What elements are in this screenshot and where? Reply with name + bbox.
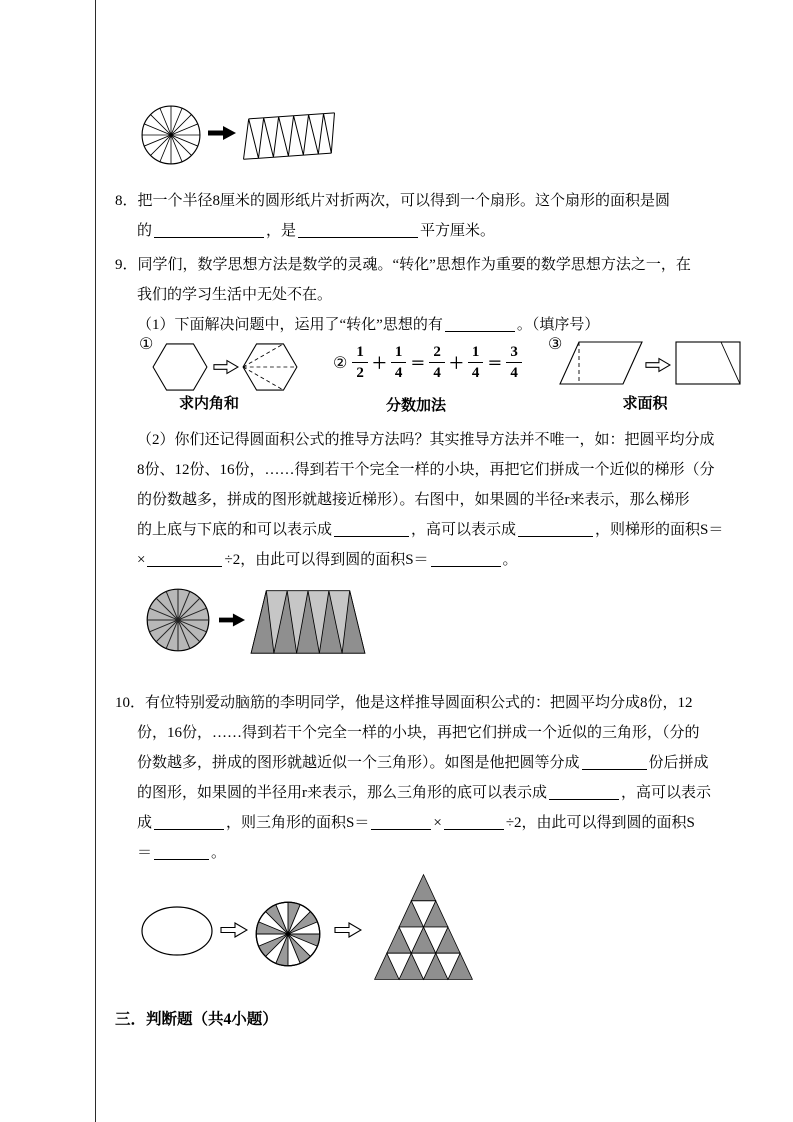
q8-text: 平方厘米。 bbox=[420, 223, 496, 239]
q9-part2-line5 bbox=[137, 545, 518, 575]
gray-circle-16-sectors-icon bbox=[145, 587, 211, 653]
circle-16-sectors-icon bbox=[140, 104, 202, 166]
arrow-shape bbox=[335, 923, 361, 937]
q10-text: 。 bbox=[211, 845, 227, 861]
answer-blank bbox=[549, 783, 619, 800]
fraction bbox=[506, 344, 522, 381]
ellipse-icon bbox=[140, 905, 214, 957]
arrow-shape bbox=[221, 923, 247, 937]
zigzag-strip bbox=[241, 113, 338, 159]
answer-blank bbox=[518, 520, 593, 537]
arrow-shape bbox=[208, 126, 236, 140]
arrow-right-icon bbox=[208, 126, 236, 140]
q10-line3 bbox=[137, 748, 709, 778]
q10-text: 的图形，如果圆的半径用r来表示，那么三角形的底可以表示成 bbox=[137, 785, 547, 801]
q9-text: ÷2，由此可以得到圆的面积S＝ bbox=[224, 552, 429, 568]
q9-part2-line1 bbox=[137, 425, 715, 455]
equals-operator: ＝ bbox=[487, 356, 503, 372]
arrow-right-icon bbox=[219, 613, 245, 627]
hollow-arrow-right-icon bbox=[334, 922, 362, 938]
q10-line2 bbox=[137, 718, 700, 748]
q9-part1-figures bbox=[135, 332, 755, 416]
plus-operator: ＋ bbox=[371, 356, 387, 372]
q10-text: 份后拼成 bbox=[648, 755, 709, 771]
answer-blank bbox=[154, 843, 209, 860]
q8-line1 bbox=[115, 186, 670, 216]
answer-blank bbox=[154, 813, 224, 830]
alternating-sector-circle-icon bbox=[254, 900, 322, 968]
answer-blank bbox=[371, 813, 431, 830]
answer-blank bbox=[431, 550, 501, 567]
numerator: 1 bbox=[391, 344, 407, 363]
hollow-arrow-right-icon bbox=[213, 359, 239, 375]
denominator: 4 bbox=[394, 365, 403, 381]
equals-operator: ＝ bbox=[410, 356, 426, 372]
spoke-lines bbox=[142, 106, 200, 164]
answer-blank bbox=[445, 315, 515, 332]
q8-text: 的 bbox=[137, 223, 153, 239]
cut-line bbox=[721, 342, 740, 384]
numerator: 1 bbox=[352, 344, 368, 363]
q9-part2-line3 bbox=[137, 485, 690, 515]
q10-line1 bbox=[115, 688, 693, 718]
numerator: 3 bbox=[506, 344, 522, 363]
figure2-caption: 分数加法 bbox=[385, 398, 446, 414]
q9-text: 。 bbox=[502, 552, 518, 568]
answer-blank bbox=[147, 550, 222, 567]
answer-blank bbox=[582, 753, 647, 770]
numerator: 1 bbox=[468, 344, 484, 363]
figure3-number: ③ bbox=[548, 336, 563, 353]
q9-text: ，高可以表示成 bbox=[411, 522, 517, 538]
q8-text: 把一个半径8厘米的圆形纸片对折两次，可以得到一个扇形。这个扇形的面积是圆 bbox=[137, 193, 671, 209]
q10-text: 份，16份，……得到若干个完全一样的小块，再把它们拼成一个近似的三角形，（分的 bbox=[137, 725, 700, 741]
denominator: 4 bbox=[510, 365, 518, 381]
q9-text: × bbox=[137, 552, 146, 568]
fraction-equation bbox=[333, 344, 524, 381]
parallelogram-outline bbox=[560, 342, 642, 384]
answer-blank bbox=[298, 221, 418, 238]
answer-blank bbox=[444, 813, 504, 830]
q9-text: 8份、12份、16份，……得到若干个完全一样的小块，再把它们拼成一个近似的梯形（分 bbox=[137, 462, 715, 478]
figure1-caption: 求内角和 bbox=[178, 396, 239, 412]
hexagon-outline bbox=[153, 344, 207, 390]
q9-number: 9． bbox=[115, 257, 138, 273]
q10-text: 份数越多，拼成的图形就越近似一个三角形）。如图是他把圆等分成 bbox=[137, 755, 580, 771]
q9-text: 同学们，数学思想方法是数学的灵魂。“转化”思想作为重要的数学思想方法之一，在 bbox=[137, 257, 691, 273]
page-margin-line bbox=[95, 0, 96, 1122]
hollow-arrow-right-icon bbox=[645, 357, 671, 373]
section3-heading: 三．判断题（共4小题） bbox=[115, 1011, 278, 1028]
triangle-pyramid-icon bbox=[371, 872, 476, 982]
answer-blank bbox=[154, 221, 264, 238]
q10-text: 有位特别爱动脑筋的李明同学，他是这样推导圆面积公式的：把圆平均分成8份，12 bbox=[145, 695, 693, 711]
spoke-lines bbox=[147, 589, 209, 651]
q8-text: ，是 bbox=[266, 223, 297, 239]
q9-intro-line2 bbox=[137, 280, 332, 310]
q9-intro-line1 bbox=[115, 250, 691, 280]
q10-line6 bbox=[137, 838, 226, 868]
q9-part2-line2 bbox=[137, 455, 715, 485]
q10-text: ÷2，由此可以得到圆的面积S bbox=[505, 815, 695, 831]
q8-number: 8． bbox=[115, 193, 138, 209]
q10-text: ＝ bbox=[137, 845, 153, 861]
fraction bbox=[352, 344, 368, 381]
q9-text: （2）你们还记得圆面积公式的推导方法吗？其实推导方法并不唯一，如：把圆平均分成 bbox=[137, 432, 715, 448]
numerator: 2 bbox=[429, 344, 445, 363]
q9-part2-figure bbox=[143, 583, 383, 669]
q9-text: 的上底与下底的和可以表示成 bbox=[137, 522, 333, 538]
fraction bbox=[391, 344, 407, 381]
figure3-caption: 求面积 bbox=[622, 396, 668, 412]
denominator: 2 bbox=[356, 365, 364, 381]
denominator: 4 bbox=[433, 365, 441, 381]
q10-text: ，高可以表示 bbox=[621, 785, 712, 801]
figure2-number: ② bbox=[333, 354, 348, 372]
q9-text: 。（填序号） bbox=[516, 317, 600, 333]
q10-figure bbox=[138, 868, 473, 994]
q9-part2-line4 bbox=[137, 515, 723, 545]
q10-text: × bbox=[433, 815, 442, 831]
plus-operator: ＋ bbox=[448, 356, 464, 372]
hexagon-icon bbox=[151, 342, 209, 392]
hexagon-with-diagonals-icon bbox=[241, 342, 299, 392]
diagonal-dashed-lines bbox=[243, 344, 297, 390]
rectangle-with-diagonal-icon bbox=[675, 340, 741, 386]
arrow-shape bbox=[646, 359, 670, 372]
q9-text: ，则梯形的面积S＝ bbox=[595, 522, 724, 538]
figure1-number: ① bbox=[139, 336, 154, 353]
q8-line2 bbox=[137, 216, 495, 246]
q10-line4 bbox=[137, 778, 711, 808]
ellipse-outline bbox=[142, 907, 212, 955]
trapezoid-of-triangles-icon bbox=[249, 585, 367, 657]
zigzag-strip-icon bbox=[240, 108, 340, 164]
q10-text: 成 bbox=[137, 815, 153, 831]
q10-number: 10． bbox=[115, 695, 146, 711]
q9-text: 我们的学习生活中无处不在。 bbox=[137, 287, 333, 303]
answer-blank bbox=[334, 520, 409, 537]
parallelogram-icon bbox=[559, 340, 643, 386]
denominator: 4 bbox=[471, 365, 480, 381]
arrow-shape bbox=[219, 614, 245, 627]
q9-text: 的份数越多，拼成的图形就越接近梯形）。右图中，如果圆的半径r来表示，那么梯形 bbox=[137, 492, 690, 508]
q10-text: ，则三角形的面积S＝ bbox=[226, 815, 370, 831]
arrow-shape bbox=[214, 361, 238, 374]
hollow-arrow-right-icon bbox=[220, 922, 248, 938]
fraction bbox=[429, 344, 445, 381]
q9-text: （1）下面解决问题中，运用了“转化”思想的有 bbox=[137, 317, 443, 333]
q10-line5 bbox=[137, 808, 695, 838]
fraction bbox=[468, 344, 484, 381]
figure-circle-to-strip bbox=[140, 102, 350, 172]
